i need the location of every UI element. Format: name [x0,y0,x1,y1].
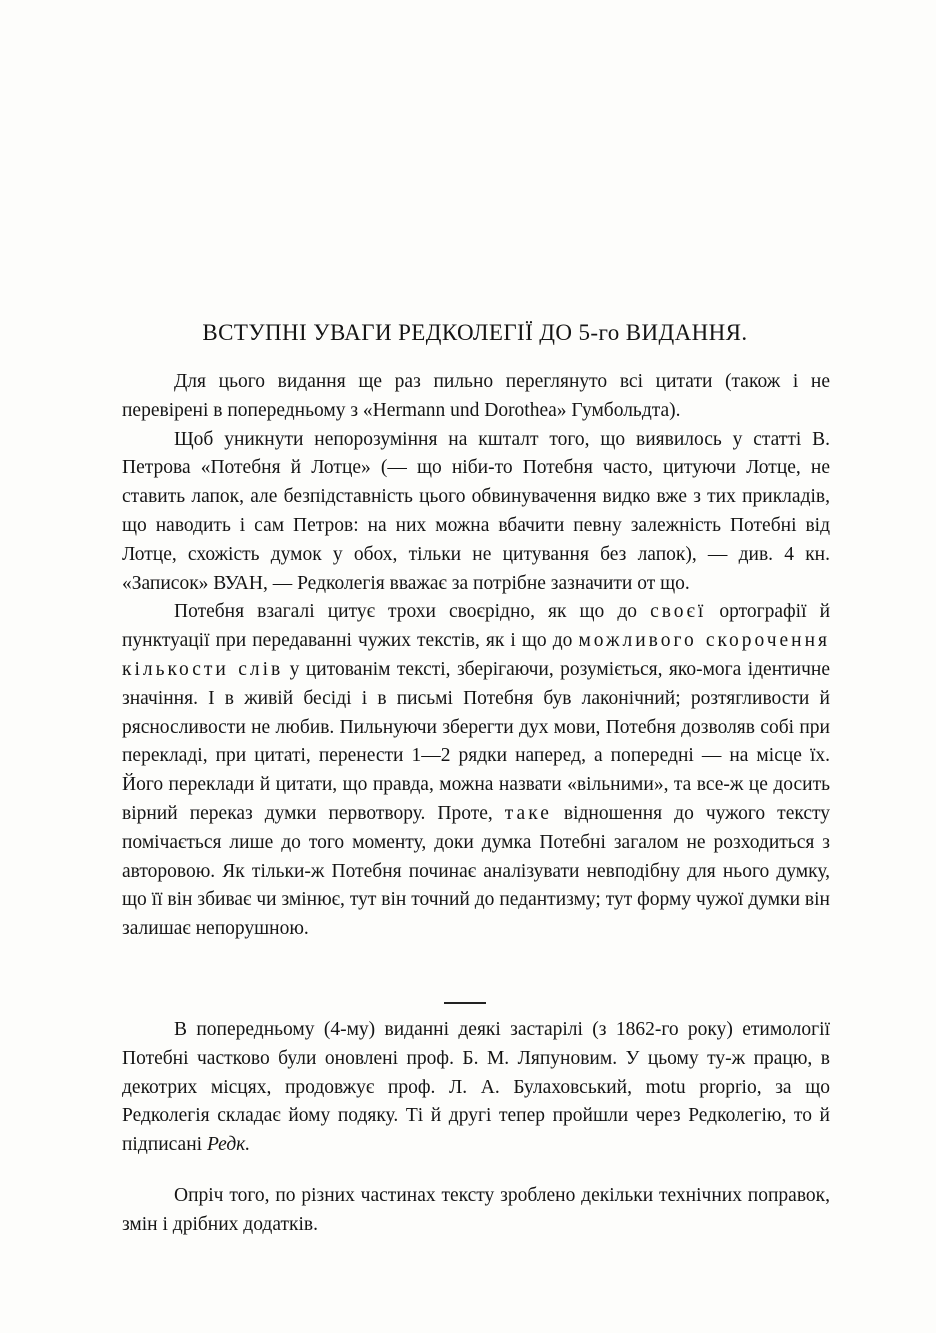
text-run: відношення до чужого тексту помічається лише до того моменту, доки думка Потебні загалом не розходиться з авторовою. Як тільки-ж Потебня починає аналізувати невподібну для нього думку, що її він збиває чи змінює, тут він точний до педантизму; тут форму чужої думки він залишає непорушною. [122,802,831,940]
paragraph-misunderstanding: Щоб уникнути непорозуміння на кшталт того, що виявилось у статті В. Петрова «Потебня й Лотце» (— що ніби-то Потебня часто, цитуючи Лотце, не ставить лапок, але безпідставність цього обвинувачення видко вже з тих прикладів, що наводить і сам Петров: на них можна вбачити певну залежність Потебні від Лотце, схожість думок у обох, тільки не цитування без лапок), — див. 4 кн. «Записок» ВУАН, — Редколегія вважає за потрібне зазначити от що. [122,428,830,594]
section-etymology-notes [122,1016,830,1160]
spaced-emphasis: можливого скорочення кількости слів [122,630,831,680]
section-editorial-notes [122,368,830,944]
paragraph-citations-checked: Для цього видання ще раз пильно переглянуто всі цитати (також і не перевірені в попередньому з «Hermann und Dorothea» Гумбольдта). [122,371,830,421]
text-run: В попередньому (4-му) виданні деякі застарілі (з 1862-го року) етимології Потебні частково були оновлені проф. Б. М. Ляпуновим. У цьому ту-ж працю, в декотрих місцях, продовжує проф. Л. А. Булаховський, motu proprio, за що Редколегія складає йому подяку. Ті й другі тепер пройшли через Редколегію, то й підписані [122,1019,830,1156]
editorial-signature: Редк. [206,1134,251,1156]
paragraph-etymologies [122,1016,830,1160]
paragraph-citation-style [122,598,830,944]
spaced-emphasis: таке [504,802,552,824]
section-divider [444,1002,486,1004]
text-run: у цитованім тексті, зберігаючи, розуміється, яко-мога ідентичне значіння. І в живій бесіді і в письмі Потебня був лаконічний; розтягливости й рясносливости не любив. Пильнуючи зберегти дух мови, Потебня дозволяв собі при перекладі, при цитаті, перенести 1—2 рядки наперед, а попередні — на місце їх. Його переклади й цитати, що правда, можна назвати «вільними», та все-ж це досить вірний переказ думки первотвору. Проте, [122,658,831,824]
text-run: ортографії й пунктуації при передаванні чужих текстів, як і що до [122,601,830,652]
paragraph-technical-corrections: Опріч того, по різних частинах тексту зроблено декільки технічних поправок, змін і дрібних додатків. [122,1185,830,1235]
page-title: ВСТУПНІ УВАГИ РЕДКОЛЕГІЇ ДО 5-го ВИДАННЯ. [202,320,748,345]
spaced-emphasis: своєї [650,601,707,623]
section-technical-notes [122,1182,830,1240]
text-run: Потебня взагалі цитує трохи своєрідно, як що до [174,601,638,623]
